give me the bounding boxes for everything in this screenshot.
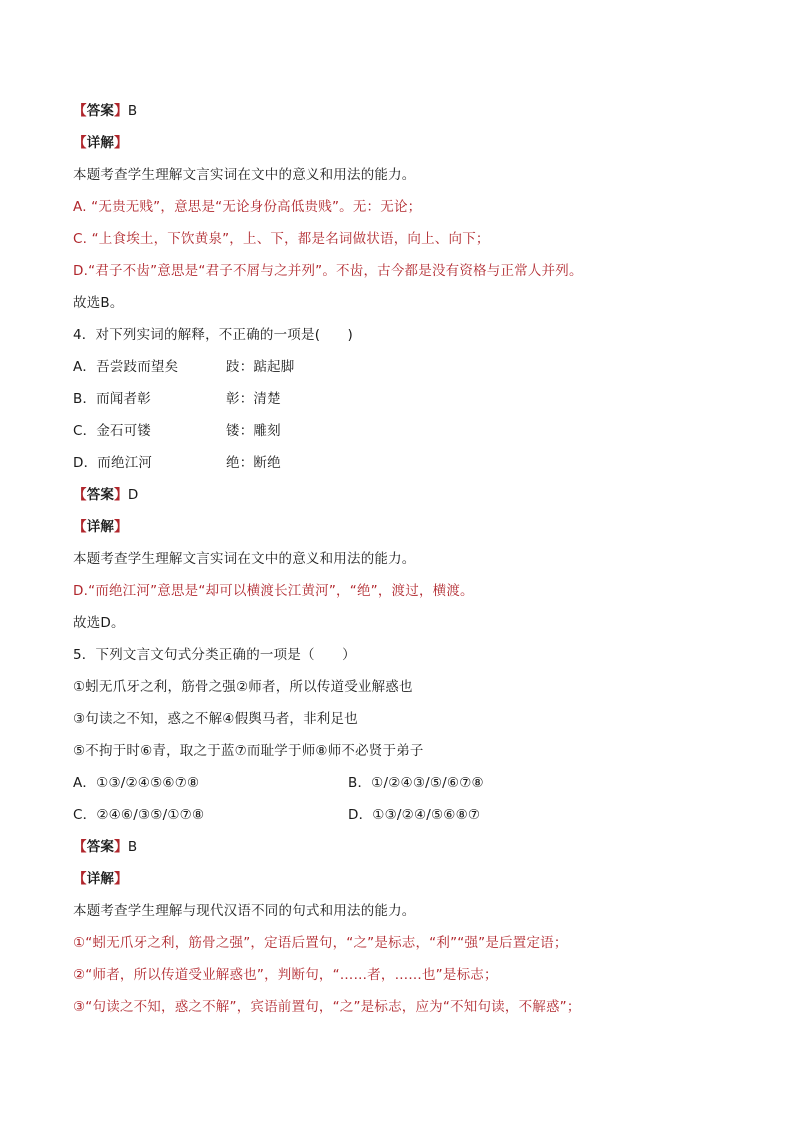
- detail-bracket-close: 】: [114, 871, 128, 887]
- question-5-items-1: ①蚓无爪牙之利，筋骨之强②师者，所以传道受业解惑也: [73, 679, 413, 695]
- detail-bracket-open: 【: [73, 519, 87, 535]
- conclusion-text: 故选B。: [73, 295, 124, 311]
- explanation-option-d: D.“而绝江河”意思是“却可以横渡长江黄河”，“绝”，渡过，横渡。: [73, 583, 474, 599]
- question-5-items-2: ③句读之不知，惑之不解④假舆马者，非利足也: [73, 711, 358, 727]
- question-4-option-b: [73, 390, 373, 408]
- option-gloss: 绝：断绝: [226, 455, 281, 471]
- explanation-text: 本题考查学生理解文言实词在文中的意义和用法的能力。: [73, 551, 416, 567]
- explanation-item-1: ①“蚓无爪牙之利，筋骨之强”，定语后置句，“之”是标志，“利”“强”是后置定语；: [73, 935, 568, 951]
- answer-line-3: [73, 838, 137, 856]
- answer-label: 答案: [86, 103, 115, 119]
- detail-bracket-close: 】: [114, 519, 128, 535]
- answer-bracket-close: 】: [114, 103, 128, 119]
- option-text: D．而绝江河: [73, 455, 153, 471]
- question-4-stem: 4．对下列实词的解释，不正确的一项是( ): [73, 327, 354, 343]
- question-5-option-b: B．①/②④③/⑤/⑥⑦⑧: [348, 775, 484, 791]
- detail-heading-2: [73, 518, 128, 536]
- detail-bracket-open: 【: [73, 871, 87, 887]
- explanation-item-3: ③“句读之不知，惑之不解”，宾语前置句，“之”是标志，应为“不知句读，不解惑”；: [73, 999, 581, 1015]
- answer-bracket-open: 【: [73, 839, 87, 855]
- question-4-option-d: [73, 454, 373, 472]
- question-5-option-d: D．①③/②④/⑤⑥⑧⑦: [348, 807, 481, 823]
- detail-label: 详解: [86, 135, 115, 151]
- answer-bracket-close: 】: [114, 839, 128, 855]
- question-5-stem: 5．下列文言文句式分类正确的一项是（ ）: [73, 647, 356, 663]
- answer-bracket-close: 】: [114, 487, 128, 503]
- answer-bracket-open: 【: [73, 103, 87, 119]
- answer-value: D: [127, 487, 139, 503]
- answer-value: B: [127, 839, 138, 855]
- explanation-text: 本题考查学生理解与现代汉语不同的句式和用法的能力。: [73, 903, 416, 919]
- explanation-text: 本题考查学生理解文言实词在文中的意义和用法的能力。: [73, 167, 416, 183]
- detail-heading-1: [73, 134, 128, 152]
- explanation-option-d: D.“君子不齿”意思是“君子不屑与之并列”。不齿，古今都是没有资格与正常人并列。: [73, 263, 583, 279]
- answer-line-1: [73, 102, 137, 120]
- explanation-option-a: A. “无贵无贱”，意思是“无论身份高低贵贱”。无：无论；: [73, 199, 422, 215]
- answer-bracket-open: 【: [73, 487, 87, 503]
- option-text: A．吾尝跂而望矣: [73, 359, 179, 375]
- explanation-option-c: C. “上食埃土，下饮黄泉”，上、下，都是名词做状语，向上、向下；: [73, 231, 490, 247]
- option-text: C．金石可镂: [73, 423, 152, 439]
- option-gloss: 跂：踮起脚: [226, 359, 295, 375]
- detail-bracket-open: 【: [73, 135, 87, 151]
- question-5-option-a: A．①③/②④⑤⑥⑦⑧: [73, 775, 200, 791]
- answer-label: 答案: [86, 487, 115, 503]
- option-text: B．而闻者彰: [73, 391, 151, 407]
- question-4-option-a: [73, 358, 373, 376]
- answer-label: 答案: [86, 839, 115, 855]
- conclusion-text: 故选D。: [73, 615, 125, 631]
- answer-line-2: [73, 486, 138, 504]
- answer-value: B: [127, 103, 138, 119]
- detail-bracket-close: 】: [114, 135, 128, 151]
- question-4-option-c: [73, 422, 373, 440]
- question-5-option-c: C．②④⑥/③⑤/①⑦⑧: [73, 807, 205, 823]
- detail-label: 详解: [86, 871, 115, 887]
- question-5-items-3: ⑤不拘于时⑥青，取之于蓝⑦而耻学于师⑧师不必贤于弟子: [73, 743, 424, 759]
- option-gloss: 镂：雕刻: [226, 423, 281, 439]
- detail-heading-3: [73, 870, 128, 888]
- explanation-item-2: ②“师者，所以传道受业解惑也”，判断句，“……者，……也”是标志；: [73, 967, 498, 983]
- detail-label: 详解: [86, 519, 115, 535]
- option-gloss: 彰：清楚: [226, 391, 281, 407]
